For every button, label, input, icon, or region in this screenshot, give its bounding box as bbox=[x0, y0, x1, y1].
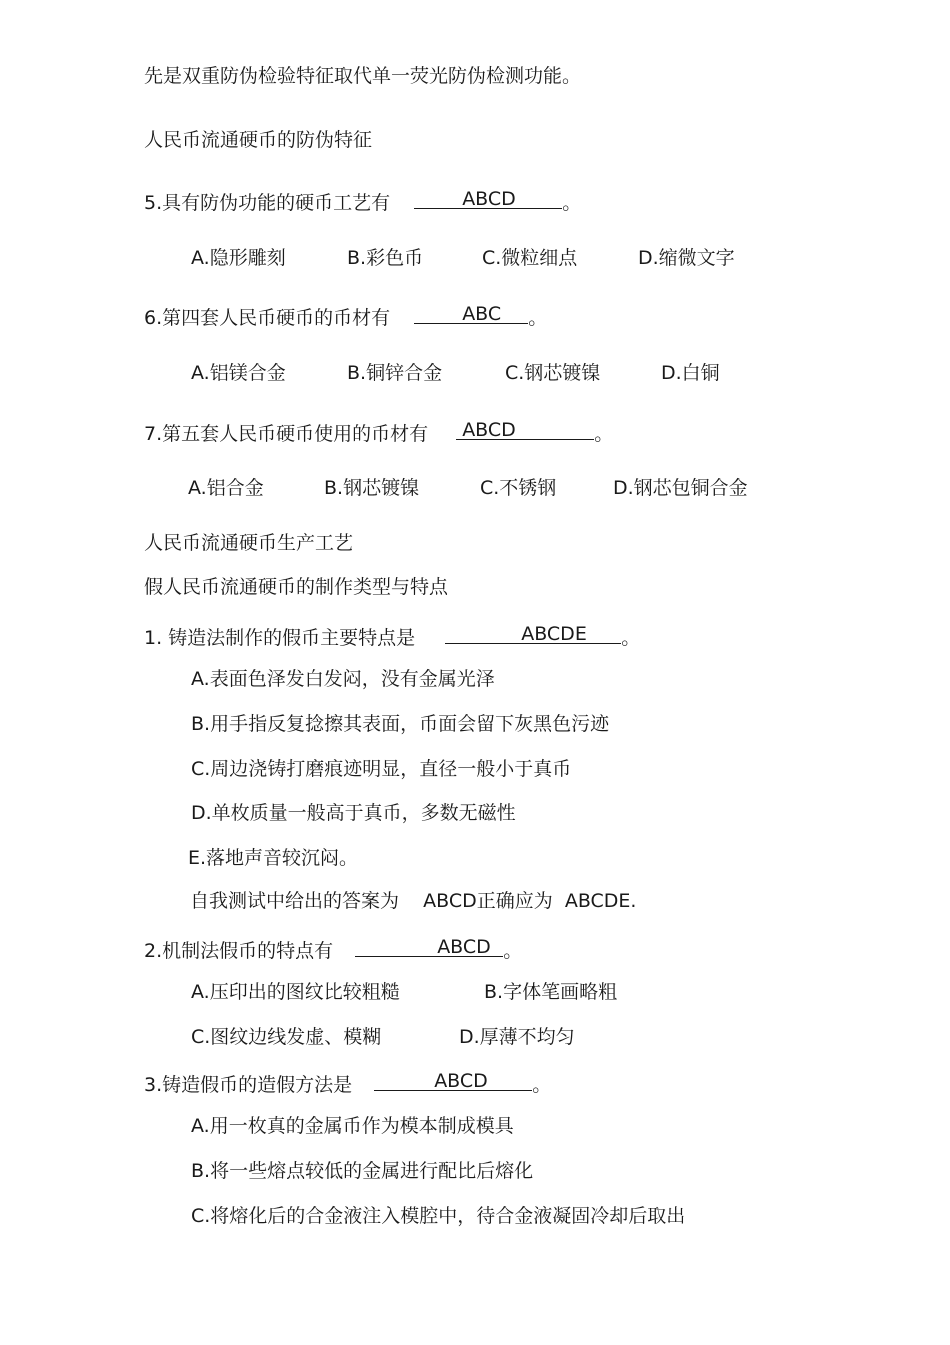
option: B.彩色币 bbox=[347, 247, 424, 269]
answer-text: ABCDE bbox=[521, 623, 587, 645]
question-1-option-c: C.周边浇铸打磨痕迹明显，直径一般小于真币 bbox=[191, 758, 572, 780]
question-3 bbox=[144, 1070, 551, 1097]
period: 。 bbox=[528, 307, 548, 329]
period: 。 bbox=[532, 1074, 552, 1096]
question-1 bbox=[144, 623, 640, 650]
option: B.铜锌合金 bbox=[347, 362, 443, 384]
question-stem: 2.机制法假币的特点有 bbox=[144, 940, 334, 962]
period: 。 bbox=[562, 192, 582, 214]
option: C.不锈钢 bbox=[480, 477, 557, 499]
answer-text: ABC bbox=[462, 303, 502, 325]
option: A.铝合金 bbox=[188, 477, 264, 499]
answer-blank bbox=[414, 303, 528, 324]
answer-blank bbox=[445, 623, 621, 644]
option: B.钢芯镀镍 bbox=[324, 477, 420, 499]
option: D.厚薄不均匀 bbox=[459, 1026, 575, 1048]
option: D.缩微文字 bbox=[638, 247, 735, 269]
question-7 bbox=[144, 419, 613, 446]
question-1-option-d: D.单枚质量一般高于真币，多数无磁性 bbox=[191, 802, 516, 824]
option: A.铝镁合金 bbox=[191, 362, 286, 384]
question-3-option-c: C.将熔化后的合金液注入模腔中，待合金液凝固冷却后取出 bbox=[191, 1205, 686, 1227]
option: A.压印出的图纹比较粗糙 bbox=[191, 981, 400, 1003]
answer-blank bbox=[456, 419, 594, 440]
answer-blank bbox=[355, 936, 503, 957]
question-6 bbox=[144, 303, 547, 330]
answer-text: ABCD bbox=[462, 419, 516, 441]
answer-text: ABCD bbox=[462, 188, 516, 210]
question-stem: 7.第五套人民币硬币使用的币材有 bbox=[144, 423, 429, 445]
option: C.微粒细点 bbox=[482, 247, 578, 269]
question-stem: 5.具有防伪功能的硬币工艺有 bbox=[144, 192, 391, 214]
section-heading-anticounterfeit: 人民币流通硬币的防伪特征 bbox=[144, 129, 373, 151]
question-3-option-b: B.将一些熔点较低的金属进行配比后熔化 bbox=[191, 1160, 534, 1182]
question-stem: 3.铸造假币的造假方法是 bbox=[144, 1074, 353, 1096]
option: B.字体笔画略粗 bbox=[484, 981, 618, 1003]
period: 。 bbox=[621, 627, 641, 649]
section-heading-counterfeit-types: 假人民币流通硬币的制作类型与特点 bbox=[144, 576, 449, 598]
option: D.白铜 bbox=[661, 362, 720, 384]
option: A.隐形雕刻 bbox=[191, 247, 286, 269]
question-1-option-b: B.用手指反复捻擦其表面，币面会留下灰黑色污迹 bbox=[191, 713, 610, 735]
option: C.钢芯镀镍 bbox=[505, 362, 601, 384]
option: C.图纹边线发虚、模糊 bbox=[191, 1026, 382, 1048]
intro-text: 先是双重防伪检验特征取代单一荧光防伪检测功能。 bbox=[144, 65, 582, 87]
answer-text: ABCD bbox=[434, 1070, 488, 1092]
question-1-note: 自我测试中给出的答案为 ABCD正确应为 ABCDE. bbox=[190, 890, 637, 912]
question-2 bbox=[144, 936, 522, 963]
question-stem: 6.第四套人民币硬币的币材有 bbox=[144, 307, 391, 329]
question-5 bbox=[144, 188, 581, 215]
option: D.钢芯包铜合金 bbox=[613, 477, 748, 499]
answer-blank bbox=[374, 1070, 532, 1091]
question-1-option-e: E.落地声音较沉闷。 bbox=[188, 847, 359, 869]
answer-text: ABCD bbox=[437, 936, 491, 958]
period: 。 bbox=[594, 423, 614, 445]
question-3-option-a: A.用一枚真的金属币作为模本制成模具 bbox=[191, 1115, 514, 1137]
question-stem: 1. 铸造法制作的假币主要特点是 bbox=[144, 627, 416, 649]
section-heading-production: 人民币流通硬币生产工艺 bbox=[144, 532, 354, 554]
question-1-option-a: A.表面色泽发白发闷，没有金属光泽 bbox=[191, 668, 495, 690]
period: 。 bbox=[503, 940, 523, 962]
answer-blank bbox=[414, 188, 562, 209]
